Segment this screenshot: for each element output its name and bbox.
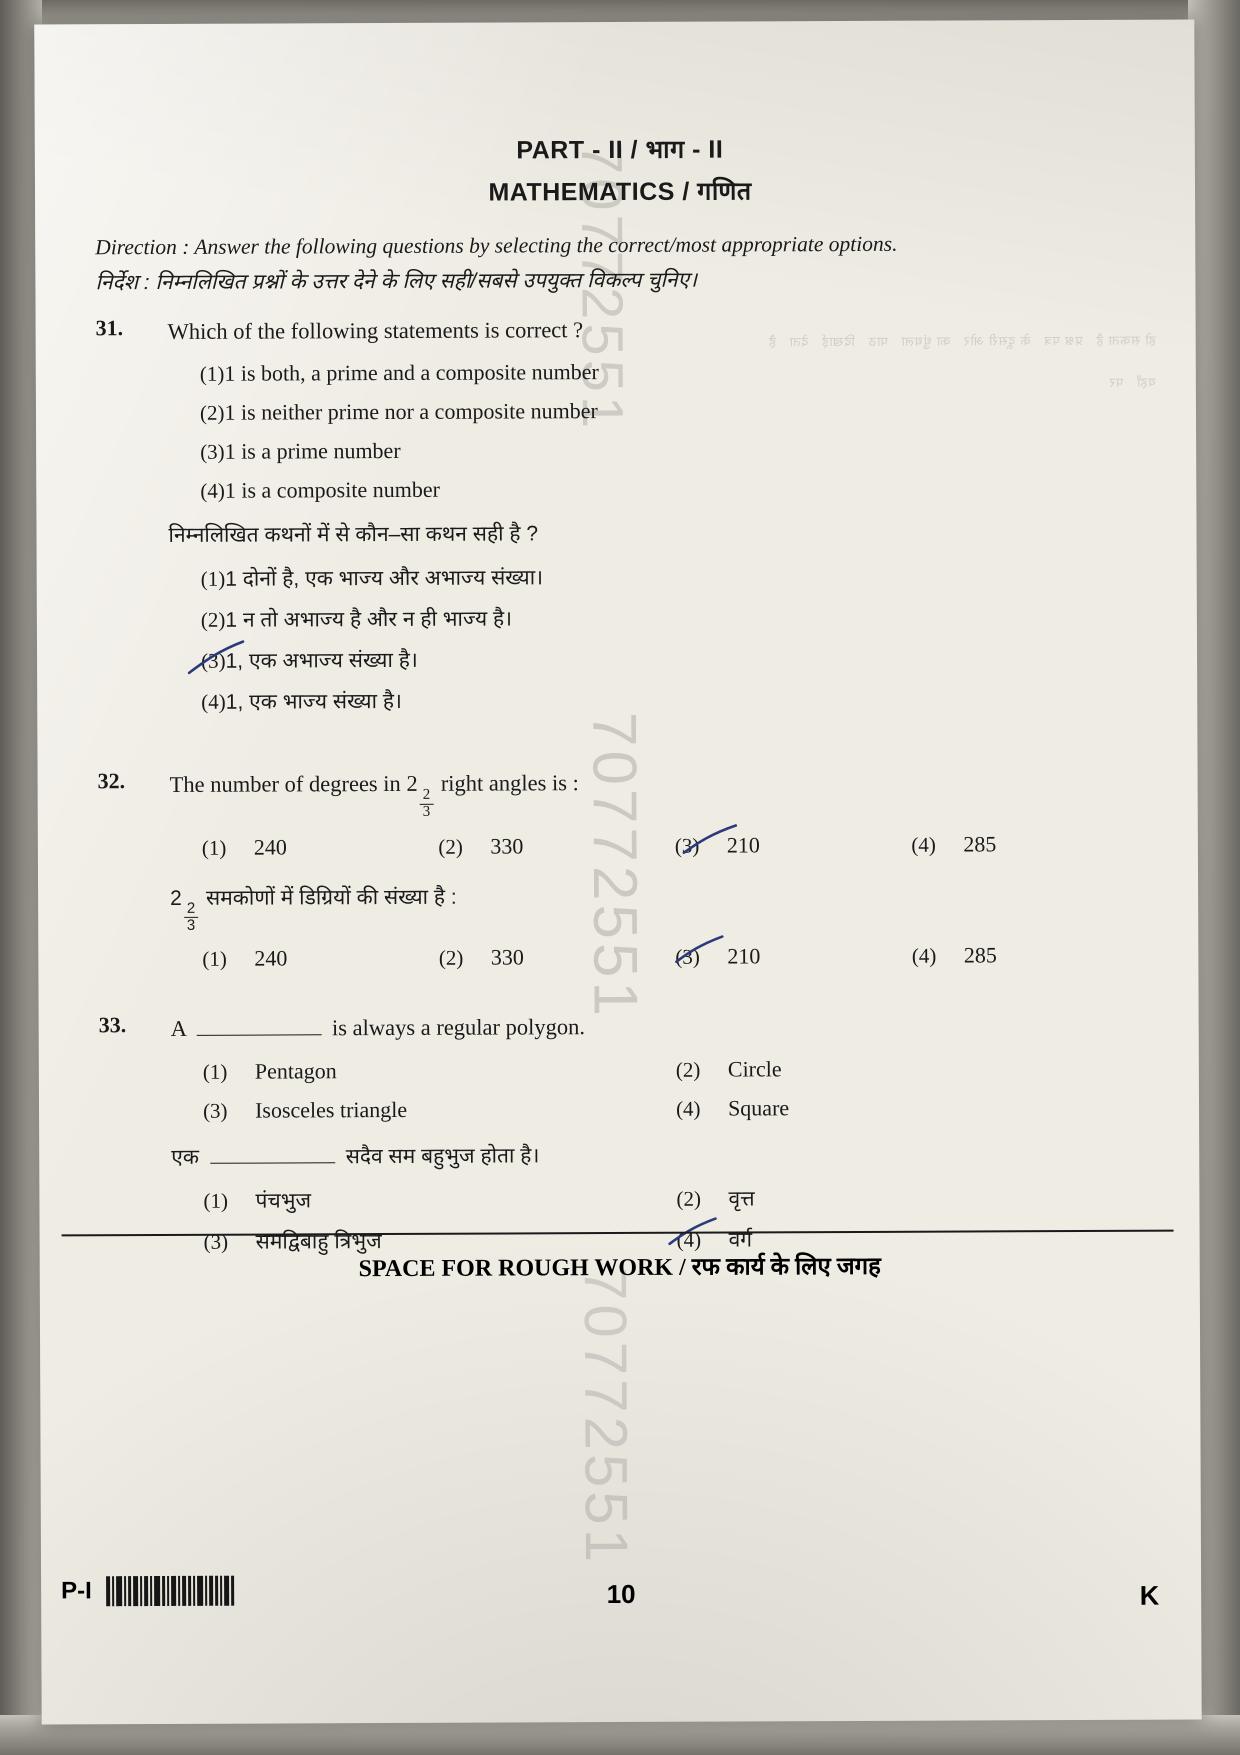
direction-english-text: Direction : Answer the following questions by selecting the correct/most appropriate options. [95, 231, 898, 260]
option-text[interactable]: 330 [490, 833, 524, 859]
question-31-options-en [200, 357, 1147, 504]
option-row [201, 643, 1147, 675]
option-label: (4) [200, 479, 225, 504]
question-33 [99, 1008, 1150, 1256]
option-text[interactable]: 240 [253, 834, 287, 860]
question-33-text-en [171, 1008, 1149, 1046]
watermark-middle: 70772551 [579, 711, 650, 1021]
question-31-options-hi [201, 561, 1148, 716]
rough-work-heading: SPACE FOR ROUGH WORK / रफ कार्य के लिए जगह [358, 1253, 881, 1283]
question-31-number: 31. [95, 314, 124, 340]
page-number: 10 [606, 1578, 636, 1610]
question-31 [96, 310, 1148, 716]
option-text[interactable]: 210 [726, 832, 760, 858]
question-31-text-hi: निम्नलिखित कथनों में से कौन–सा कथन सही है ? [168, 522, 539, 548]
question-32-options-en [202, 830, 1148, 860]
question-33-text-hi-before: एक [171, 1146, 200, 1170]
option-text[interactable]: 1 न तो अभाज्य है और न ही भाज्य है। [225, 607, 513, 632]
option-label: (2) [438, 946, 464, 971]
set-mark: K [1139, 1580, 1160, 1611]
question-32-text-after: right angles is : [440, 770, 579, 796]
question-33-text-hi-after: सदैव सम बहुभुज होता है। [345, 1144, 540, 1169]
option-row [201, 602, 1147, 634]
option-label: (3) [674, 833, 700, 858]
option-text[interactable]: 1, एक भाज्य संख्या है। [225, 689, 403, 714]
mixed-number [170, 886, 206, 934]
option-label: (3) [675, 945, 700, 970]
direction-hindi [95, 263, 1145, 299]
question-33-text-after: is always a regular polygon. [331, 1014, 586, 1041]
option-label: (2) [199, 401, 225, 426]
question-32-text-en [170, 764, 1148, 822]
option-row [203, 1182, 1149, 1214]
option-text[interactable]: पंचभुज [255, 1189, 312, 1213]
question-32-number: 32. [97, 768, 126, 794]
watermark-bottom: 70772551 [571, 1266, 641, 1567]
option-text[interactable]: वृत्त [728, 1187, 755, 1211]
option-text[interactable]: 285 [963, 942, 997, 968]
option-label: (3) [203, 1229, 229, 1254]
subject-header: MATHEMATICS / गणित [488, 177, 752, 207]
option-text[interactable]: 1 is neither prime nor a composite number [224, 398, 598, 426]
paper-code: P-I [61, 1577, 92, 1605]
option-text[interactable]: 1 is a composite number [224, 477, 440, 504]
option-label: (2) [200, 607, 226, 632]
option-text[interactable]: 210 [727, 943, 761, 969]
option-text[interactable]: 1, एक अभाज्य संख्या है। [225, 648, 418, 673]
option-text[interactable]: 1 is both, a prime and a composite number [224, 359, 599, 387]
question-32-text-hi [170, 878, 1148, 933]
option-text[interactable]: 285 [963, 831, 997, 857]
page-content [95, 130, 1150, 1256]
option-label: (3) [201, 648, 226, 673]
question-32-text-before: The number of degrees in [169, 770, 401, 797]
option-label: (4) [675, 1096, 701, 1121]
option-label: (2) [676, 1186, 701, 1211]
option-label: (4) [911, 944, 937, 969]
option-text[interactable]: 240 [254, 945, 288, 972]
direction-english [95, 228, 1145, 264]
option-text[interactable]: 330 [490, 944, 524, 970]
option-text[interactable]: Isosceles triangle [254, 1097, 408, 1123]
option-label: (4) [911, 832, 936, 857]
option-label: (3) [200, 440, 225, 465]
question-33-text-hi [171, 1138, 1149, 1174]
option-label: (4) [201, 689, 226, 714]
option-label: (1) [203, 1188, 228, 1213]
option-text[interactable]: 1 दोनों है, एक भाज्य और अभाज्य संख्या। [225, 566, 544, 591]
option-text[interactable]: Pentagon [254, 1058, 337, 1084]
option-label: (2) [438, 834, 463, 859]
watermark-top: 70772551 [568, 141, 636, 433]
option-label: (1) [199, 362, 225, 387]
question-33-text-before: A [170, 1016, 186, 1042]
option-label: (4) [676, 1227, 702, 1252]
question-33-options-en [203, 1055, 1149, 1124]
reverse-side-showthrough: हो सकता है प्रश्न पत्र के दूसरी ओर का धुंधला पाठ दिखाई देता है यहाँ पर [755, 332, 1156, 390]
option-text[interactable]: समद्विबाहु त्रिभुज [255, 1229, 382, 1254]
option-text[interactable]: वर्ग [728, 1228, 753, 1252]
option-label: (1) [201, 835, 227, 860]
fraction-numerator: 2 [184, 901, 198, 918]
option-label: (1) [202, 947, 227, 972]
option-row [202, 942, 1148, 972]
option-label: (3) [202, 1098, 228, 1123]
option-label: (1) [202, 1059, 228, 1084]
mixed-whole: 2 [406, 770, 418, 796]
option-text[interactable]: 1 is a prime number [224, 438, 401, 465]
question-31-text-en: Which of the following statements is correct ? [167, 316, 584, 344]
option-row [201, 561, 1147, 593]
question-32-text-hi-after: समकोणों में डिग्रियों की संख्या है : [205, 885, 457, 910]
question-33-options-hi [203, 1182, 1149, 1255]
question-33-number: 33. [98, 1012, 127, 1038]
fraction [420, 788, 434, 821]
option-label: (2) [675, 1057, 701, 1082]
option-text[interactable]: Circle [727, 1056, 782, 1082]
direction-hindi-text: निर्देश : निम्नलिखित प्रश्नों के उत्तर देने के लिए सही/सबसे उपयुक्त विकल्प चुनिए। [95, 268, 698, 295]
fraction-numerator: 2 [420, 788, 434, 805]
option-text[interactable]: Square [727, 1095, 790, 1121]
option-row [200, 396, 1146, 426]
fill-in-blank [196, 1013, 321, 1036]
mixed-number [406, 770, 440, 820]
part-header: PART - II / भाग - II [516, 135, 724, 165]
option-row [200, 474, 1146, 504]
paper-sheet [34, 19, 1201, 1724]
fraction [184, 901, 198, 934]
option-row [203, 1055, 1149, 1085]
fill-in-blank [210, 1142, 335, 1163]
mixed-whole: 2 [170, 886, 182, 910]
option-row [200, 357, 1146, 387]
option-row [200, 435, 1146, 465]
option-label: (1) [200, 566, 226, 591]
option-row [203, 1094, 1149, 1124]
question-32 [98, 764, 1149, 973]
option-row [202, 830, 1148, 860]
option-row [201, 684, 1147, 716]
question-32-options-hi [202, 942, 1148, 972]
fraction-denominator: 3 [186, 916, 196, 934]
fraction-denominator: 3 [422, 803, 431, 820]
